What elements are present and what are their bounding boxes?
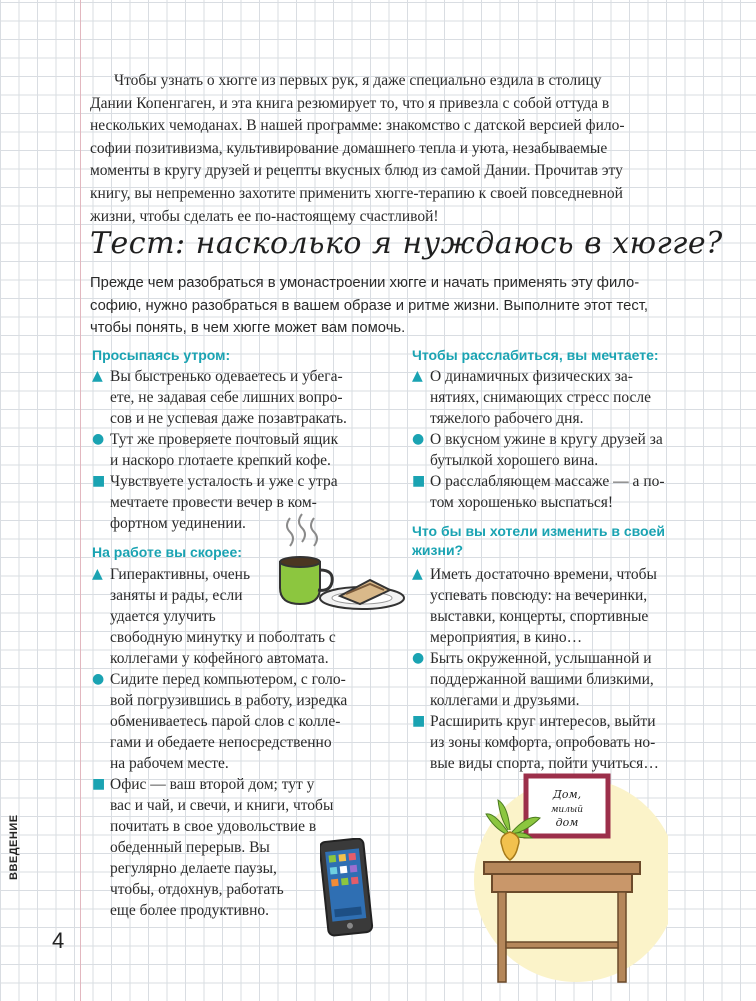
change-option-circle: ● Быть окруженной, услышанной и поддержанной вашими близкими, коллегами и друзьями.: [412, 650, 654, 709]
intro-line: Чтобы узнать о хюгге из первых рук, я даже специально ездила в столицу: [114, 72, 602, 89]
circle-marker-icon: ●: [92, 671, 105, 687]
change-option-triangle: ▲ Иметь достаточно времени, чтобы успевать повсюду: на вечеринки, выставки, концерты, спортивные мероприятия, в кино…: [412, 566, 657, 646]
square-marker-icon: ■: [92, 776, 106, 792]
triangle-marker-icon: ▲: [412, 566, 423, 582]
circle-marker-icon: ●: [92, 431, 105, 447]
section-side-label: ВВЕДЕНИЕ: [8, 814, 20, 880]
test-intro: [90, 272, 696, 340]
morning-option-square: ■ Чувствуете усталость и уже с утра мечтаете провести вечер в ком- фортном уединении.: [92, 473, 338, 532]
intro-line: софии позитивизма, культивирование домашнего тепла и уюта, незабываемые: [90, 139, 608, 157]
work-heading: На работе вы скорее:: [92, 544, 242, 560]
relax-option-square: ■ О расслабляющем массаже — а по- том хорошенько выспаться!: [412, 473, 665, 511]
morning-heading: Просыпаясь утром:: [92, 347, 231, 363]
relax-option-triangle: ▲ О динамичных физических за- нятиях, снимающих стресс после тяжелого рабочего дня.: [412, 368, 652, 427]
intro-line: Дании Копенгаген, и эта книга резюмирует то, что я привезла с собой оттуда в: [90, 94, 610, 112]
test-intro-line: чтобы понять, в чем хюгге может вам помочь.: [90, 320, 406, 336]
triangle-marker-icon: ▲: [92, 368, 103, 384]
intro-line: нескольких чемоданах. В нашей программе: знакомство с датской версией фило-: [90, 117, 625, 135]
test-intro-line: софию, нужно разобраться в вашем образе и ритме жизни. Выполните этот тест,: [90, 297, 649, 314]
square-marker-icon: ■: [92, 473, 106, 489]
home-console-illustration: [468, 768, 668, 993]
test-title: Тест: насколько я нуждаюсь в хюгге?: [90, 226, 723, 261]
change-option-square: ■ Расширить круг интересов, выйти из зоны комфорта, опробовать но- вые виды спорта, пойти учиться…: [412, 713, 659, 772]
svg-text:дом: дом: [555, 816, 579, 829]
morning-option-circle: ● Тут же проверяете почтовый ящик и наскоро глотаете крепкий кофе.: [92, 431, 339, 469]
intro-line: жизни, чтобы сделать ее по-настоящему счастливой!: [90, 207, 439, 225]
page-number: 4: [52, 928, 65, 953]
svg-text:Дом,: Дом,: [552, 788, 582, 801]
square-marker-icon: ■: [412, 713, 426, 729]
square-marker-icon: ■: [412, 473, 426, 489]
sandwich-plate-icon: [318, 572, 406, 612]
morning-option-triangle: ▲ Вы быстренько одеваетесь и убега- ете, не задавая себе лишних вопро- сов и не успевая даже позавтракать.: [92, 368, 347, 427]
relax-option-circle: ● О вкусном ужине в кругу друзей за бутылкой хорошего вина.: [412, 431, 663, 469]
test-intro-line: Прежде чем разобраться в умонастроении хюгге и начать применять эту фило-: [90, 275, 640, 291]
circle-marker-icon: ●: [412, 650, 425, 666]
triangle-marker-icon: ▲: [92, 566, 103, 582]
work-option-circle: ● Сидите перед компьютером, с голо- вой погрузившись в работу, изредка обмениваетесь парой слов с колле- гами и обедаете непосредственно на рабочем месте.: [92, 671, 348, 772]
intro-line: моменты в кругу друзей и рецепты вкусных блюд из самой Дании. Прочитав эту: [90, 162, 623, 180]
svg-text:милый: милый: [550, 805, 584, 815]
intro-line: книгу, вы непременно захотите применить хюгге-терапию к своей повседневной: [90, 184, 623, 202]
page-margin-line: [80, 0, 81, 1001]
relax-heading: Чтобы расслабиться, вы мечтаете:: [412, 347, 659, 363]
smartphone-icon: [320, 838, 376, 938]
work-option-triangle: ▲ Гиперактивны, очень заняты и рады, если удается улучить свободную минутку и поболтать с коллегами у кофейного автомата.: [92, 566, 336, 667]
triangle-marker-icon: ▲: [412, 368, 423, 384]
change-heading: Что бы вы хотели изменить в своей жизни?: [412, 523, 665, 558]
circle-marker-icon: ●: [412, 431, 425, 447]
work-option-square: ■ Офис — ваш второй дом; тут у вас и чай, и свечи, и книги, чтобы почитать в свое удовольствие в обеденный перерыв. Вы регулярно делаете паузы, чтобы, отдохнув, работать еще более продуктивно.: [92, 776, 334, 919]
intro-paragraph: [90, 70, 696, 228]
